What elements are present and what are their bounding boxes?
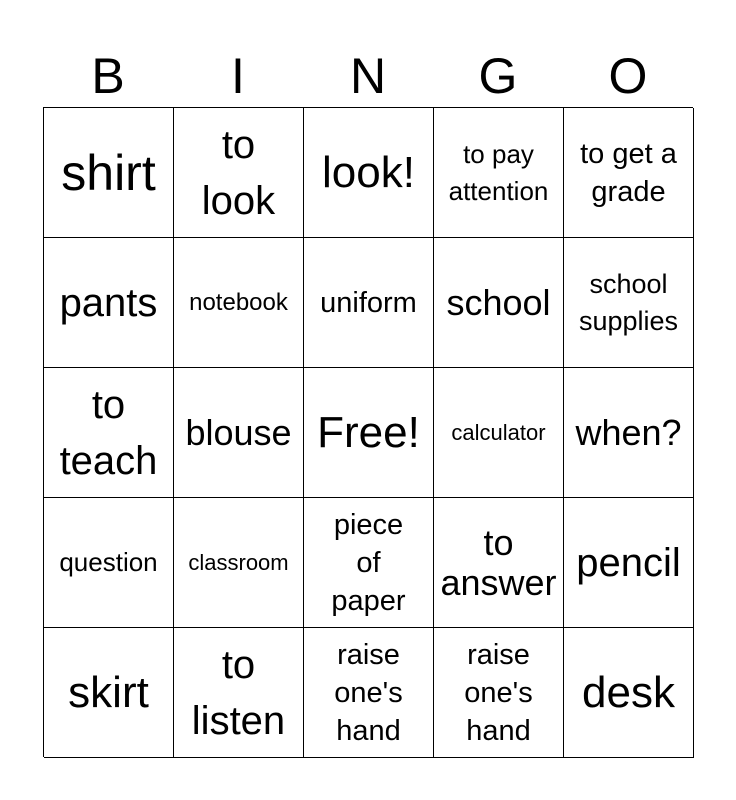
cell-text: notebook xyxy=(189,289,288,316)
cell-text: pants xyxy=(59,280,158,325)
bingo-cell-5-1[interactable] xyxy=(44,628,174,758)
header-letter-i: I xyxy=(231,48,245,104)
cell-text: raise one's hand xyxy=(334,638,403,747)
bingo-cell-5-3[interactable] xyxy=(304,628,434,758)
bingo-cell-3-5[interactable] xyxy=(564,368,694,498)
bingo-cell-4-1[interactable] xyxy=(44,498,174,628)
bingo-cell-5-5[interactable] xyxy=(564,628,694,758)
bingo-cell-4-4[interactable] xyxy=(434,498,564,628)
bingo-cell-2-5[interactable] xyxy=(564,238,694,368)
bingo-header xyxy=(43,44,693,108)
bingo-cell-1-1[interactable] xyxy=(44,108,174,238)
cell-text: when? xyxy=(575,411,682,453)
cell-text: piece of paper xyxy=(331,508,406,617)
cell-text: to get a grade xyxy=(580,137,677,208)
cell-text: to pay attention xyxy=(448,138,549,206)
bingo-cell-5-4[interactable] xyxy=(434,628,564,758)
cell-text: pencil xyxy=(576,540,681,585)
bingo-cell-1-4[interactable] xyxy=(434,108,564,238)
cell-text: to listen xyxy=(191,642,286,743)
cell-text: desk xyxy=(582,667,675,717)
cell-text: school supplies xyxy=(578,268,679,336)
bingo-cell-1-3[interactable] xyxy=(304,108,434,238)
bingo-cell-2-3[interactable] xyxy=(304,238,434,368)
cell-text: question xyxy=(59,547,158,577)
bingo-board xyxy=(43,107,693,757)
cell-text: to look xyxy=(201,122,276,223)
cell-text: Free! xyxy=(317,407,420,457)
cell-text: classroom xyxy=(188,549,289,575)
bingo-cell-4-2[interactable] xyxy=(174,498,304,628)
bingo-cell-3-4[interactable] xyxy=(434,368,564,498)
cell-text: skirt xyxy=(68,667,149,717)
bingo-cell-1-2[interactable] xyxy=(174,108,304,238)
header-letter-g: G xyxy=(478,48,518,104)
cell-text: shirt xyxy=(61,144,156,201)
bingo-cell-3-3[interactable] xyxy=(304,368,434,498)
bingo-cell-1-5[interactable] xyxy=(564,108,694,238)
bingo-cell-4-3[interactable] xyxy=(304,498,434,628)
cell-text: school xyxy=(446,281,551,323)
header-letter-b: B xyxy=(91,48,125,104)
bingo-cell-2-4[interactable] xyxy=(434,238,564,368)
cell-text: to teach xyxy=(59,382,158,483)
header-letter-n: N xyxy=(349,48,387,104)
header-letter-o: O xyxy=(608,48,648,104)
cell-text: calculator xyxy=(451,419,546,445)
bingo-cell-2-2[interactable] xyxy=(174,238,304,368)
cell-text: blouse xyxy=(185,411,292,453)
cell-text: raise one's hand xyxy=(464,638,533,747)
bingo-cell-3-1[interactable] xyxy=(44,368,174,498)
cell-text: uniform xyxy=(320,286,417,319)
cell-text: look! xyxy=(322,147,415,197)
bingo-cell-4-5[interactable] xyxy=(564,498,694,628)
cell-text: to answer xyxy=(440,521,557,603)
bingo-cell-3-2[interactable] xyxy=(174,368,304,498)
bingo-cell-5-2[interactable] xyxy=(174,628,304,758)
bingo-cell-2-1[interactable] xyxy=(44,238,174,368)
